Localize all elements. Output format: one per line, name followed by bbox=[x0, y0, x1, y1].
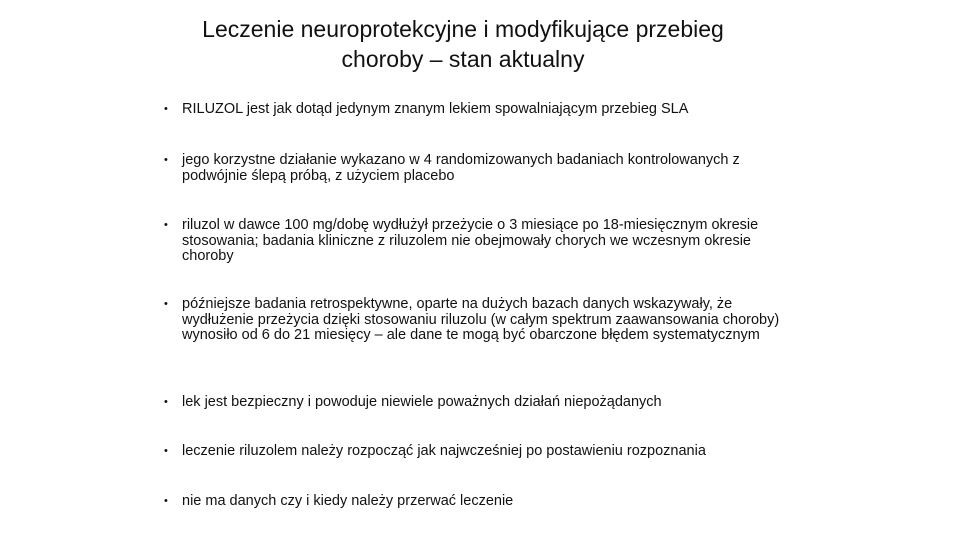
bullet-marker: • bbox=[164, 219, 168, 231]
bullet-text: riluzol w dawce 100 mg/dobę wydłużył przeżycie o 3 miesiące po 18-miesięcznym okresie stosowania; badania kliniczne z riluzolem nie obejmowały chorych we wczesnym okresie choroby bbox=[182, 217, 759, 264]
bullet-marker: • bbox=[164, 154, 168, 166]
bullet-text: jego korzystne działanie wykazano w 4 randomizowanych badaniach kontrolowanych z podwójnie ślepą próbą, z użyciem placebo bbox=[182, 152, 740, 184]
bullet-text: lek jest bezpieczny i powoduje niewiele poważnych działań niepożądanych bbox=[182, 394, 662, 410]
slide-title-line-1: Leczenie neuroprotekcyjne i modyfikujące przebieg bbox=[202, 16, 724, 42]
bullet-text: RILUZOL jest jak dotąd jedynym znanym lekiem spowalniającym przebieg SLA bbox=[182, 101, 689, 117]
bullet-text: nie ma danych czy i kiedy należy przerwać leczenie bbox=[182, 493, 514, 509]
bullet-marker: • bbox=[164, 445, 168, 457]
bullet-marker: • bbox=[164, 103, 168, 115]
bullet-text: leczenie riluzolem należy rozpocząć jak najwcześniej po postawieniu rozpoznania bbox=[182, 443, 706, 459]
bullet-item bbox=[164, 444, 804, 460]
slide-title bbox=[120, 14, 806, 74]
bullet-item bbox=[164, 494, 804, 510]
slide-title-line-2: choroby – stan aktualny bbox=[341, 46, 585, 72]
bullet-marker: • bbox=[164, 495, 168, 507]
bullet-marker: • bbox=[164, 396, 168, 408]
bullet-marker: • bbox=[164, 298, 168, 310]
bullet-item bbox=[164, 218, 804, 265]
bullet-item bbox=[164, 153, 804, 184]
bullet-item bbox=[164, 102, 804, 118]
bullet-item bbox=[164, 395, 804, 411]
bullet-text: późniejsze badania retrospektywne, oparte na dużych bazach danych wskazywały, że wydłużenie przeżycia dzięki stosowaniu riluzolu (w całym spektrum zaawansowania choroby) wynosiło od 6 do 21 miesięcy – ale dane te mogą być obarczone błędem systematycznym bbox=[182, 296, 780, 343]
bullet-item bbox=[164, 297, 804, 344]
